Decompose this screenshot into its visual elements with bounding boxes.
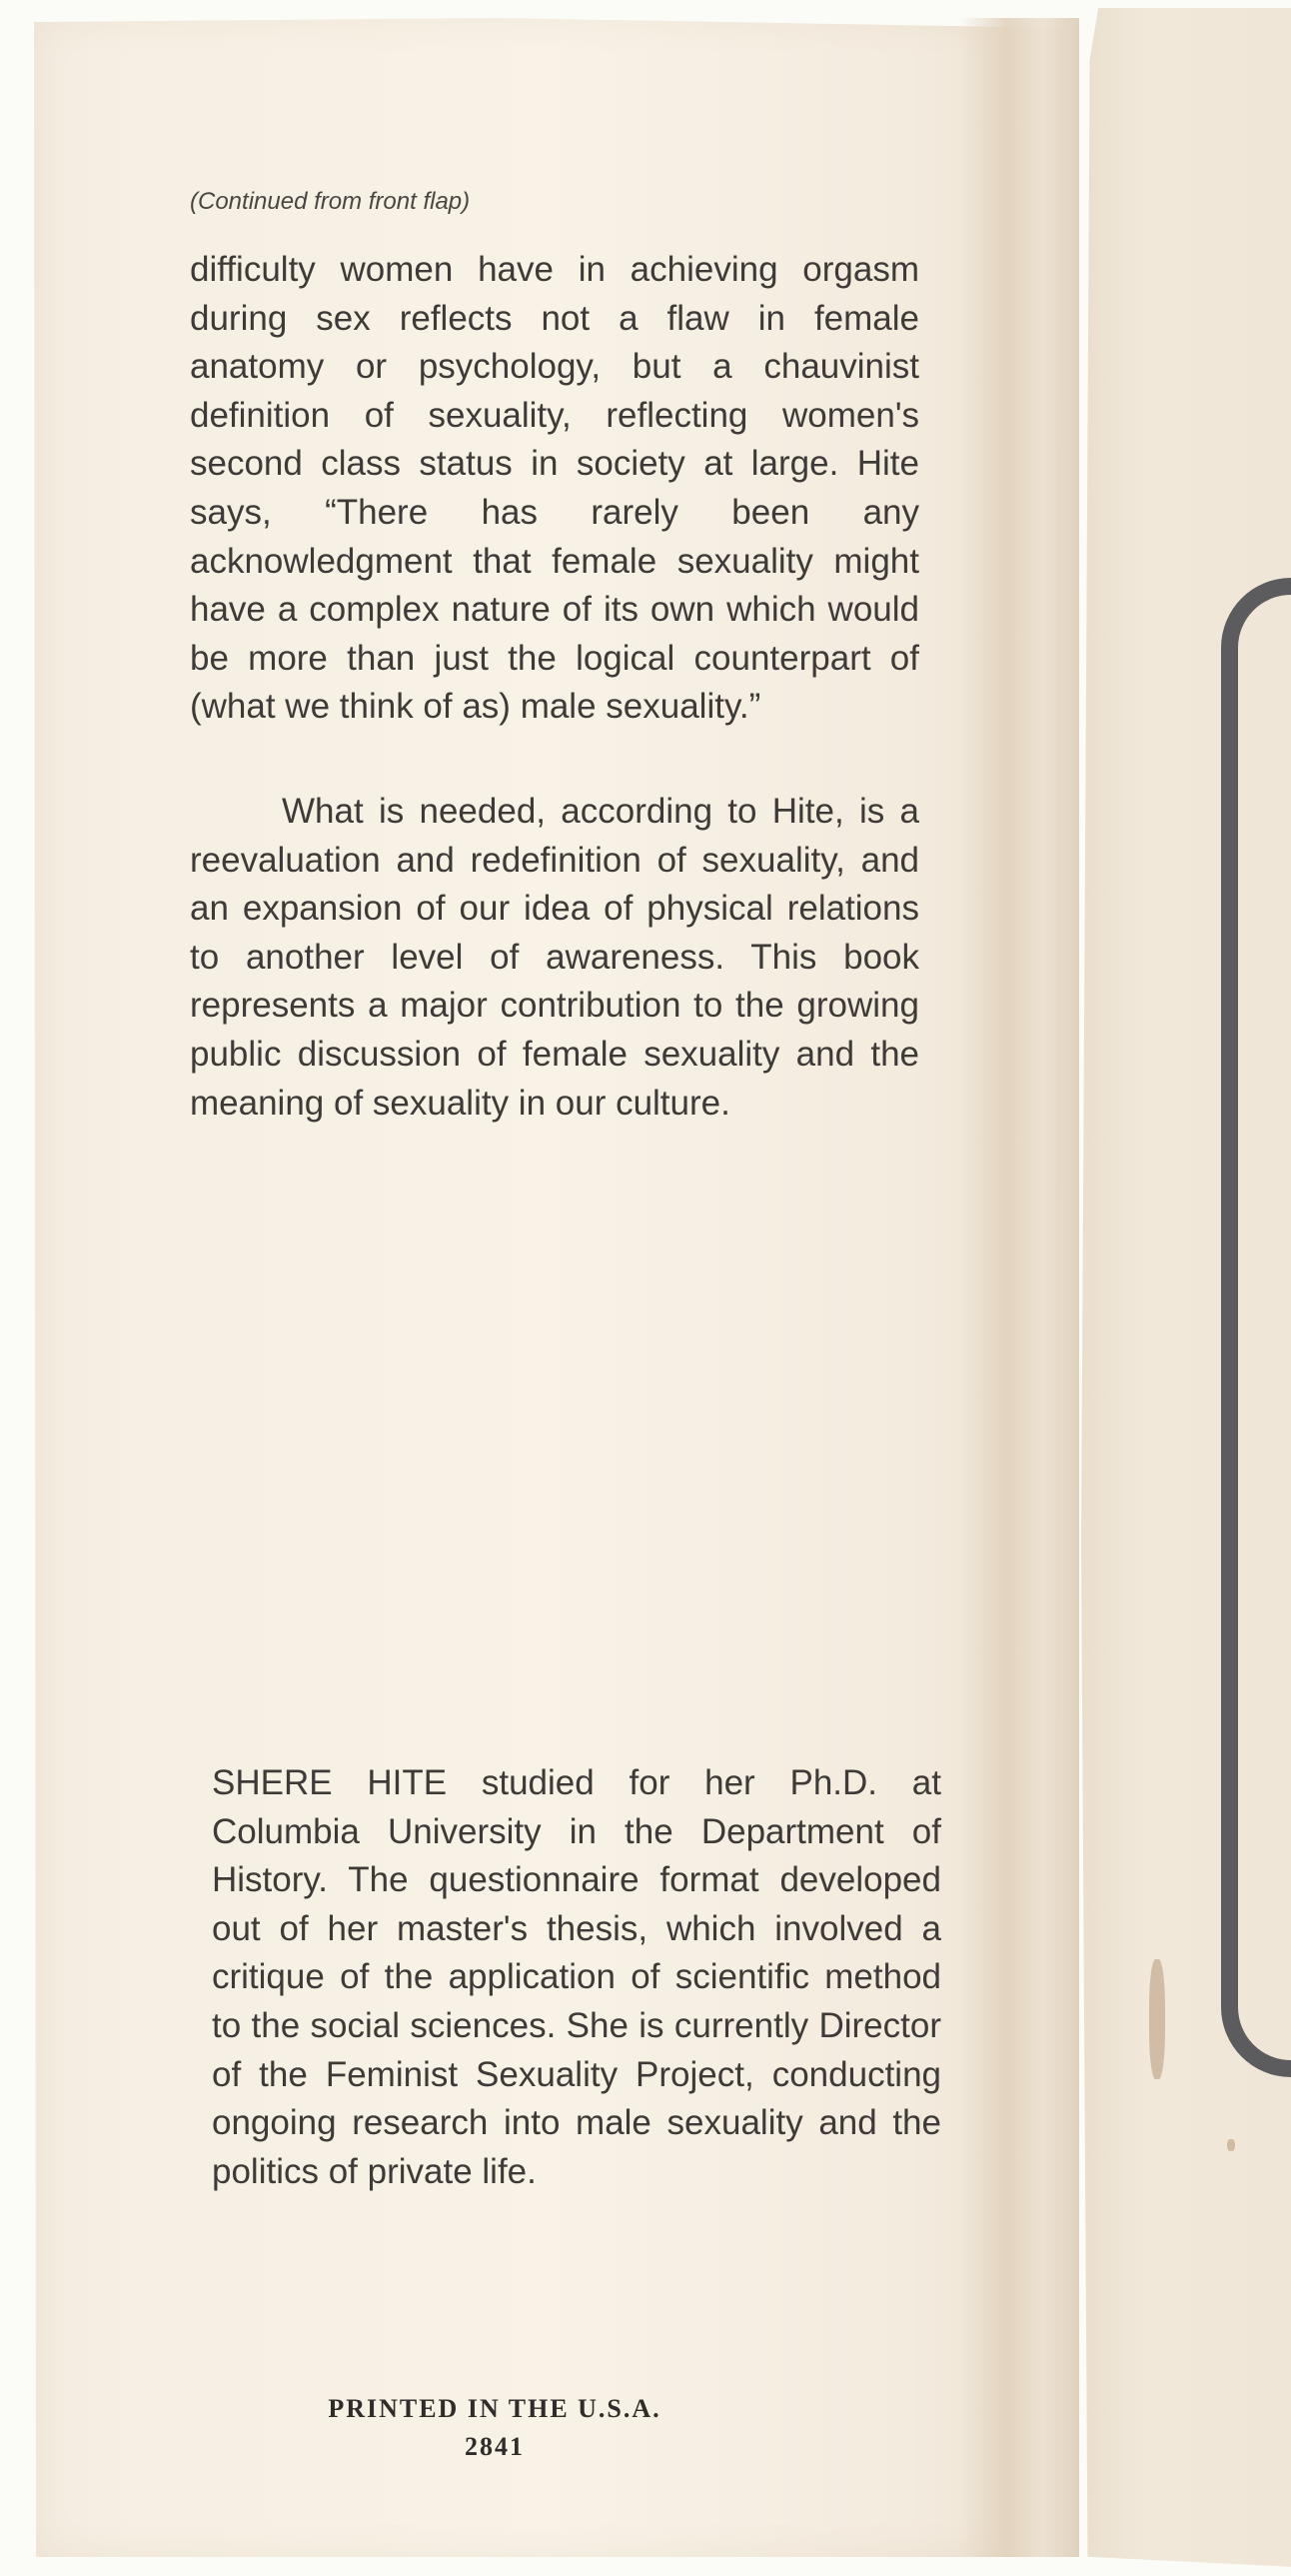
- flap-paragraph-2: What is needed, according to Hite, is a reevaluation and redefinition of sexuality, and an expansion of our idea of physical relations to another level of awareness. This book represents a major contribution to the growing public discussion of female sexuality and the meaning of sexuality in our culture.: [190, 792, 919, 1123]
- printing-info: [300, 2390, 689, 2466]
- printed-in-label: PRINTED IN THE U.S.A.: [328, 2394, 661, 2423]
- stain-mark: [1227, 2139, 1235, 2151]
- author-bio: SHERE HITE studied for her Ph.D. at Columbia University in the Department of History. The questionnaire format developed out of her master's thesis, which involved a critique of the application of scientific method to the social sciences. She is currently Director of the Feminist Sexuality Project, conducting ongoing research into male sexuality and the politics of private life.: [212, 1763, 941, 2191]
- flap-paragraph-1: difficulty women have in achieving orgasm during sex reflects not a flaw in female anatomy or psychology, but a chauvinist definition of sexuality, reflecting women's second class status in society at large. Hite says, “There has rarely been any acknowledgment that female sexuality might have a complex nature of its own which would be more than just the logical counterpart of (what we think of as) male sexuality.”: [190, 250, 919, 727]
- cover-frame-border: [1221, 578, 1291, 2077]
- print-code: 2841: [465, 2432, 525, 2461]
- continued-note: (Continued from front flap): [190, 188, 471, 215]
- flap-fold-crease: [959, 18, 1079, 2557]
- stain-mark: [1149, 1959, 1165, 2079]
